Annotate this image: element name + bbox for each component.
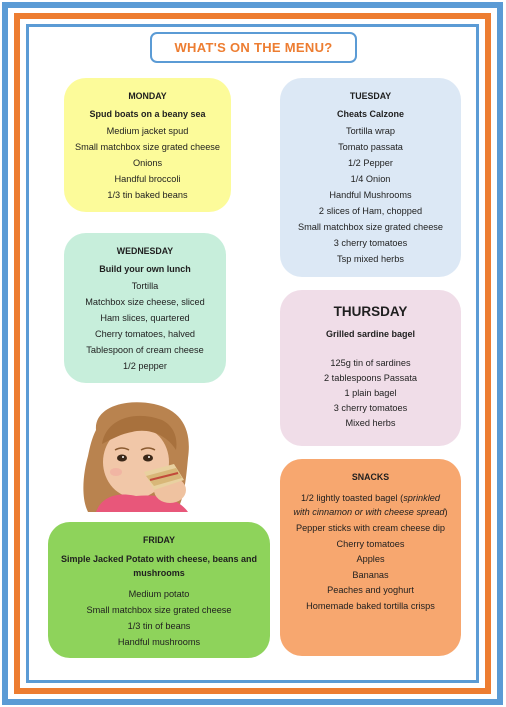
friday-ingredients bbox=[48, 586, 270, 650]
monday-heading: MONDAY bbox=[128, 91, 167, 101]
snack-first-italic: sprinkled with cinnamon or with cheese spread bbox=[293, 493, 445, 517]
list-item: Peaches and yoghurt bbox=[327, 585, 414, 595]
list-item: Small matchbox size grated cheese bbox=[86, 605, 232, 615]
list-item: 3 cherry tomatoes bbox=[333, 238, 408, 248]
list-item: Medium jacket spud bbox=[106, 126, 189, 136]
friday-heading: FRIDAY bbox=[143, 535, 175, 545]
list-item: Tomato passata bbox=[338, 142, 403, 152]
child-eating-sandwich-photo bbox=[66, 400, 230, 512]
list-item: 2 slices of Ham, chopped bbox=[318, 206, 423, 216]
menu-title-box bbox=[150, 32, 357, 63]
list-item: 1/3 tin baked beans bbox=[107, 190, 188, 200]
list-item: Tortilla bbox=[131, 281, 159, 291]
list-item: Homemade baked tortilla crisps bbox=[306, 600, 435, 611]
snacks-list bbox=[280, 491, 461, 614]
list-item: Tsp mixed herbs bbox=[337, 254, 404, 264]
child-photo-illustration bbox=[66, 400, 230, 512]
list-item: 1/4 Onion bbox=[350, 174, 391, 184]
wednesday-ingredients bbox=[64, 278, 226, 374]
friday-dish: Simple Jacked Potato with cheese, beans and mushrooms bbox=[60, 554, 258, 578]
list-item: Handful broccoli bbox=[114, 174, 181, 184]
thursday-dish: Grilled sardine bagel bbox=[325, 329, 416, 339]
list-item: Handful Mushrooms bbox=[329, 190, 412, 200]
list-item: Bananas bbox=[352, 569, 389, 580]
list-item: Pepper sticks with cream cheese dip bbox=[295, 523, 446, 533]
thursday-heading: THURSDAY bbox=[333, 304, 408, 319]
list-item: Handful mushrooms bbox=[117, 637, 201, 647]
list-item: Medium potato bbox=[128, 589, 190, 599]
list-item: Cherry tomatoes bbox=[336, 538, 405, 549]
list-item: Mixed herbs bbox=[345, 418, 396, 428]
list-item: 2 tablespoons Passata bbox=[324, 373, 417, 383]
list-item: 125g tin of sardines bbox=[330, 358, 411, 368]
friday-card bbox=[48, 522, 270, 658]
list-item: Tablespoon of cream cheese bbox=[86, 345, 204, 355]
monday-ingredients bbox=[64, 123, 231, 203]
tuesday-card bbox=[280, 78, 461, 277]
snacks-heading: SNACKS bbox=[351, 472, 390, 482]
list-item: Small matchbox size grated cheese bbox=[297, 222, 444, 232]
list-item: Onions bbox=[132, 158, 163, 168]
snack-first-end: ) bbox=[444, 507, 448, 517]
wednesday-heading: WEDNESDAY bbox=[116, 246, 174, 256]
list-item: 1/3 tin of beans bbox=[127, 621, 191, 631]
wednesday-card bbox=[64, 233, 226, 383]
thursday-ingredients bbox=[280, 356, 461, 431]
list-item bbox=[280, 491, 461, 521]
list-item: Small matchbox size grated cheese bbox=[74, 142, 221, 152]
wednesday-dish: Build your own lunch bbox=[99, 264, 191, 274]
list-item: 1 plain bagel bbox=[344, 388, 397, 398]
list-item: 1/2 Pepper bbox=[348, 158, 393, 168]
monday-dish: Spud boats on a beany sea bbox=[89, 109, 206, 119]
tuesday-heading: TUESDAY bbox=[349, 91, 392, 101]
snack-first-plain: 1/2 lightly toasted bagel ( bbox=[301, 493, 404, 503]
snacks-card bbox=[280, 459, 461, 656]
monday-card bbox=[64, 78, 231, 212]
list-item: Tortilla wrap bbox=[345, 126, 395, 136]
tuesday-ingredients bbox=[280, 123, 461, 267]
list-item: 1/2 pepper bbox=[123, 361, 167, 371]
page-title: WHAT'S ON THE MENU? bbox=[174, 40, 333, 55]
tuesday-dish: Cheats Calzone bbox=[336, 109, 405, 119]
list-item: Ham slices, quartered bbox=[100, 313, 190, 323]
list-item: 3 cherry tomatoes bbox=[333, 403, 408, 413]
list-item: Cherry tomatoes, halved bbox=[94, 329, 196, 339]
list-item: Apples bbox=[356, 554, 385, 564]
list-item: Matchbox size cheese, sliced bbox=[85, 297, 205, 307]
thursday-card bbox=[280, 290, 461, 446]
